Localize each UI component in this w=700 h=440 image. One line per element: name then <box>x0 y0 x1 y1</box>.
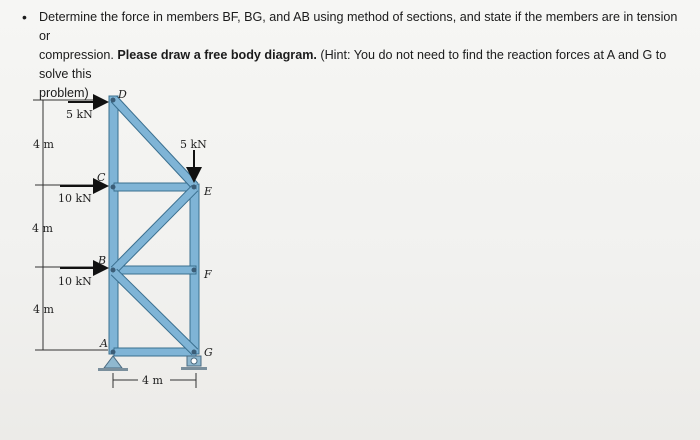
node-label-e: E <box>204 185 213 198</box>
node-label-b: B <box>98 254 107 267</box>
load-label-middle-left: 10 kN <box>58 192 92 205</box>
dimension-label-top: 4 m <box>33 138 54 151</box>
dimension-label-middle: 4 m <box>32 222 53 235</box>
load-label-top-left: 5 kN <box>66 108 93 121</box>
question-line-2a: compression. <box>39 48 118 62</box>
question-emphasis: Please draw a free body diagram. <box>117 48 317 62</box>
node-label-c: C <box>97 171 106 184</box>
dimension-label-width: 4 m <box>142 374 163 387</box>
support-a <box>98 356 128 371</box>
member-bf <box>114 266 196 274</box>
load-label-top-right: 5 kN <box>180 138 207 151</box>
node-label-d: D <box>118 88 127 101</box>
dimension-label-bottom: 4 m <box>33 303 54 316</box>
question-line-3: problem) <box>39 86 89 100</box>
node-label-a: A <box>100 337 108 350</box>
question-line-2c: (Hint: You do not need to find the reaction forces at A and G to solve this <box>39 48 667 81</box>
question-line-1: Determine the force in members BF, BG, and AB using method of sections, and state if the members are in tension or <box>39 10 678 43</box>
truss-members <box>109 96 199 356</box>
node-label-g: G <box>204 346 213 359</box>
member-ce <box>114 183 196 191</box>
bullet: • <box>22 9 27 25</box>
node-label-f: F <box>204 268 212 281</box>
load-label-lower-left: 10 kN <box>58 275 92 288</box>
member-ad <box>109 96 118 354</box>
member-ag <box>114 348 196 356</box>
